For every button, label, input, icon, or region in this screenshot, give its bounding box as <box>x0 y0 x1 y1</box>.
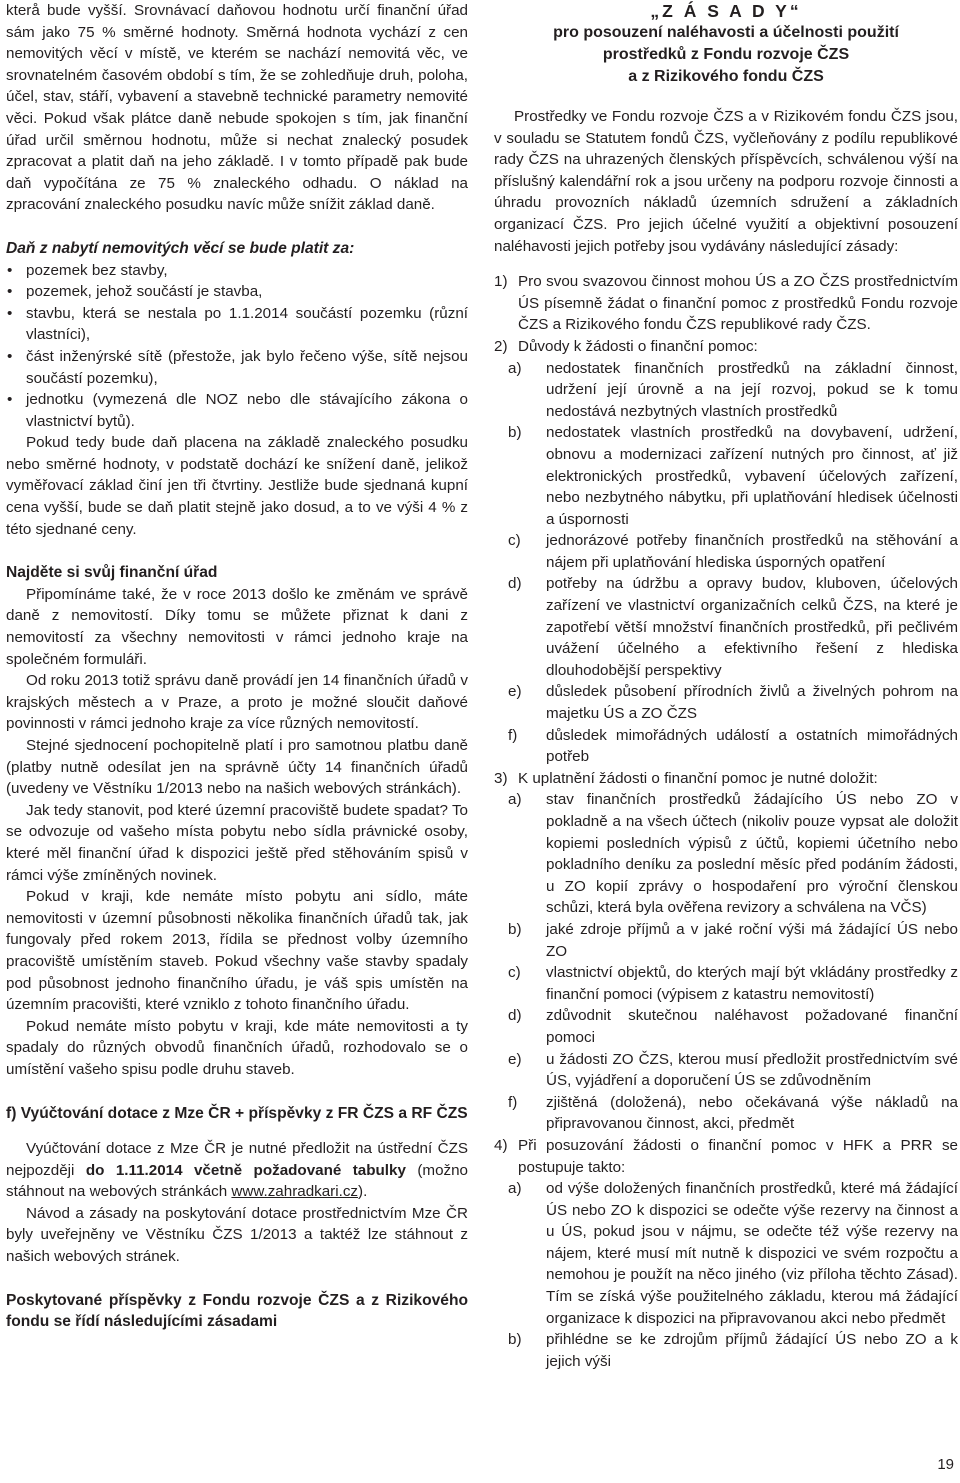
office-heading: Najděte si svůj finanční úřad <box>6 564 218 582</box>
list-item: • jednotku (vymezená dle NOZ nebo dle stávajícího zákona o vlastnictví bytů). <box>6 389 468 432</box>
subitem-text: přihlédne se ke zdrojům příjmů žádající ÚS nebo ZO a k jejich výši <box>546 1331 958 1370</box>
subitem-text: důsledek působení přírodních živlů a živelných pohrom na majetku ÚS a ZO ČZS <box>546 683 958 723</box>
zahradkari-link[interactable]: www.zahradkari.cz <box>231 1183 359 1201</box>
subitem-letter: b) <box>508 1331 522 1349</box>
subitem-text: jaké zdroje příjmů a v jaké roční výši má žádající ÚS nebo ZO <box>546 920 958 960</box>
subitem-letter: d) <box>508 1007 522 1025</box>
office-paragraph: Od roku 2013 totiž správu daně provádí jen 14 finančních úřadů v krajských městech a v Praze, a proto je možné sloučit daňové povinnosti v rámci jednoho kraje za více různých nemovitostí. <box>6 672 468 733</box>
list-item: • pozemek, jehož součástí je stavba, <box>6 281 468 303</box>
rule-number: 1) <box>494 273 508 291</box>
subitem-text: nedostatek finančních prostředků na základní činnost, udržení její úrovně a na její rozvoj, pokud se k tomu nedostává nezbytných vlastních prostředků <box>546 359 958 420</box>
rule-item <box>494 336 958 358</box>
subitem-text: u žádosti ZO ČZS, kterou musí předložit prostřednictvím své ÚS, vyjádření a doporučení ÚS se zdůvodněním <box>546 1050 958 1090</box>
subsidy-heading: f) Vyúčtování dotace z Mze ČR + příspěvky z FR ČZS a RF ČZS <box>6 1104 468 1122</box>
rule-number: 2) <box>494 337 508 355</box>
rule-number: 4) <box>494 1136 508 1154</box>
rule-subitem <box>494 962 958 1005</box>
rules-intro: Prostředky ve Fondu rozvoje ČZS a v Rizikovém fondu ČZS jsou, v souladu se Statutem fondů ČZS, vyčleňovány z podílu republikové rady ČZS na uhrazených členských příspěvcích, schválenou výší na příslušný kalendářní rok a jsou určeny na podporu rozvoje činnosti a úhradu provozních nákladů územních sdružení a základních organizací ČZS. Pro jejich účelné využití a objektivní posouzení naléhavosti jejich potřeby jsou vydávány následující zásady: <box>494 108 958 255</box>
left-column <box>6 0 468 1333</box>
funds-heading: Poskytované příspěvky z Fondu rozvoje ČZS a z Rizikového fondu se řídí následujícími zásadami <box>6 1291 468 1331</box>
subitem-letter: f) <box>508 726 518 744</box>
subitem-letter: b) <box>508 424 522 442</box>
subitem-text: důsledek mimořádných událostí a ostatních mimořádných potřeb <box>546 726 958 766</box>
subitem-letter: b) <box>508 920 522 938</box>
rules-title: „Z Á S A D Y“ pro posouzení naléhavosti a účelnosti použití prostředků z Fondu rozvoje ČZS a z Rizikového fondu ČZS <box>553 1 899 85</box>
subitem-letter: f) <box>508 1093 518 1111</box>
office-paragraph: Pokud nemáte místo pobytu v kraji, kde máte nemovitosti a ty spadaly do různých obvodů finančních úřadů, rozhodovalo se o umístění vašeho spisu podle druhu staveb. <box>6 1017 468 1078</box>
tax-heading: Daň z nabytí nemovitých věcí se bude platit za: <box>6 239 355 257</box>
tax-paragraph: Pokud tedy bude daň placena na základě znaleckého posudku nebo směrné hodnoty, v podstatě dochází ke snížení daně, jelikož vyměřovací základ činí jen tři čtvrtiny. Jestliže bude sjednaná kupní cena vyšší, bude se daň platit stejně jako dosud, a to ve výši 4 % z této sjednané ceny. <box>6 434 468 538</box>
office-paragraph: Připomínáme také, že v roce 2013 došlo ke změnám ve správě daně z nemovitostí. Díky tomu se můžete přiznat k dani z nemovitostí za všechny nemovitosti v rámci jednoho kraje na společném formuláři. <box>6 585 468 668</box>
subitem-text: stav finančních prostředků žádajícího ÚS nebo ZO v pokladně a na všech účtech (nikoliv pouze vypsat ale doložit kopiemi posledních výpisů z účtů, kopiemi účetního nebo pokladního deníku za poslední měsíc před podáním žádosti, u ZO kopií zprávy o hospodaření pro výroční členskou schůzi, která byla ověřena revizory a schválena na VČS) <box>546 791 958 917</box>
intro-paragraph: kterå bude vyšší. Srovnávací daňovou hodnotu určí finanční úřad sám jako 75 % směrné hodnoty. Směrná hodnota vychází z cen nemovitých věcí v místě, ve kterém se nachází nemovitá věc, ve srovnatelném časovém období s tím, že se zohledňuje druh, poloha, účel, stav, stáří, vybavení a stavebně technické parametry nemovité věci. Pokud však plátce daně nebude spokojen s tím, jak finanční úřad určil směrnou hodnotu, může si nechat znalecký posudek zpracovat a platit daň na jeho základě. I v tomto případě pak bude daň vypočítána ze 75 % znaleckého odhadu. O náklad na zpracování znaleckého posudku navíc může snížit základ daně. <box>6 2 468 214</box>
rules-list <box>494 271 958 1372</box>
list-item: • část inženýrské sítě (přestože, jak bylo řečeno výše, sítě nejsou součástí pozemku), <box>6 346 468 389</box>
subitem-text: potřeby na údržbu a opravy budov, kluboven, účelových zařízení ve vlastnictví organizačních celků ČZS, na které je zapotřebí větší množství finančních prostředků, při pečlivém uvážení účelného a efektivního řešení z hlediska dlouhodobější perspektivy <box>546 575 958 679</box>
rule-text: Důvody k žádosti o finanční pomoc: <box>518 337 758 355</box>
office-paragraph: Pokud v kraji, kde nemáte místo pobytu ani sídlo, máte nemovitosti v územní působnosti několika finančních úřadů tak, jak fungovaly před rokem 2013, řídila se přednost volby územního pracoviště umístěním staveb. Pokud všechny vaše stavby spadaly pod působnost jednoho finančního úřadu, je váš spis umístěn na územním pracovišti, které vzniklo z tohoto finančního úřadu. <box>6 888 468 1014</box>
subitem-letter: a) <box>508 791 522 809</box>
subitem-letter: e) <box>508 683 522 701</box>
rule-text: K uplatnění žádosti o finanční pomoc je nutné doložit: <box>518 769 878 787</box>
rule-subitem <box>494 789 958 919</box>
rule-text: Při posuzování žádosti o finanční pomoc v HFK a PRR se postupuje takto: <box>518 1136 958 1176</box>
list-item: • pozemek bez stavby, <box>6 260 468 282</box>
rule-subitem <box>494 725 958 768</box>
subitem-letter: a) <box>508 1180 522 1198</box>
subitem-text: od výše doložených finančních prostředků, které má žádající ÚS nebo ZO k dispozici se odečte výše rezervy na činnost a u ÚS, pokud jsou v nájmu, se odečte též výše rezervy na nájem, které musí mít nutně k dispozici ve svém rozpočtu a nemohou je použít na něco jiného (viz příloha těchto Zásad). Tím se získá výše použitelného základu, kterou má žádající organizace k dispozici na připravovanou akci nebo předmět <box>546 1180 958 1327</box>
subitem-letter: c) <box>508 532 521 550</box>
subitem-text: vlastnictví objektů, do kterých mají být vkládány prostředky z finanční pomoci (výpisem z katastru nemovitostí) <box>546 964 958 1003</box>
rule-text: Pro svou svazovou činnost mohou ÚS a ZO ČZS prostřednictvím ÚS písemně žádat o finanční pomoc z prostředků Fondu rozvoje ČZS a Rizikového fondu ČZS republikové rady ČZS. <box>518 273 958 334</box>
subitem-text: zdůvodnit skutečnou naléhavost požadované finanční pomoci <box>546 1007 958 1046</box>
rule-subitem <box>494 422 958 530</box>
rule-subitem <box>494 1049 958 1092</box>
rule-subitem <box>494 358 958 423</box>
rule-subitem <box>494 573 958 681</box>
office-paragraph: Stejné sjednocení pochopitelně platí i pro samotnou platbu daně (platby nutně odesílat jen na správně účty 14 finančních úřadů (uvedeny ve Věstníku 1/2013 nebo na našich webových stránkách). <box>6 737 468 798</box>
list-item: • stavbu, která se nestala po 1.1.2014 součástí pozemku (různí vlastníci), <box>6 303 468 346</box>
subitem-letter: c) <box>508 964 521 982</box>
rule-subitem <box>494 1005 958 1048</box>
rule-subitem <box>494 1178 958 1329</box>
office-paragraph: Jak tedy stanovit, pod které územní pracoviště budete spadat? To se odvozuje od vašeho místa pobytu nebo sídla právnické osoby, které měl finanční úřad k dispozici ještě před stěhováním spisů v rámci výše zmíněných novinek. <box>6 801 468 884</box>
subitem-letter: d) <box>508 575 522 593</box>
rule-number: 3) <box>494 769 508 787</box>
rule-subitem <box>494 530 958 573</box>
rule-item <box>494 271 958 336</box>
subitem-text: nedostatek vlastních prostředků na dovybavení, udržení, obnovu a modernizaci zařízení nutných pro činnost, ať již elektronických prostředků, vybavení účelových zařízení, nebo nezbytného nábytku, při uplatňování hledisek účelnosti a úspornosti <box>546 424 958 528</box>
subitem-text: zjištěná (doložená), nebo očekávaná výše nákladů na připravovanou činnost, akci, předmět <box>546 1093 958 1133</box>
tax-bullet-list <box>6 260 468 433</box>
subitem-letter: e) <box>508 1050 522 1068</box>
subitem-letter: a) <box>508 359 522 377</box>
subsidy-paragraph: Vyúčtování dotace z Mze ČR je nutné předložit na ústřední ČZS nejpozději do 1.11.2014 včetně požadované tabulky (možno stáhnout na webových stránkách www.zahradkari.cz). <box>6 1140 468 1201</box>
page-number: 19 <box>937 1456 954 1473</box>
rule-item <box>494 768 958 790</box>
subsidy-paragraph-2: Návod a zásady na poskytování dotace prostřednictvím Mze ČR byly uveřejněny ve Věstníku ČZS 1/2013 a taktéž lze stáhnout z našich webových stránek. <box>6 1204 468 1266</box>
rule-subitem <box>494 1329 958 1372</box>
rule-subitem <box>494 919 958 962</box>
rule-item <box>494 1135 958 1178</box>
subitem-text: jednorázové potřeby finančních prostředků na stěhování a nájem při uplatňování hlediska úsporných opatření <box>546 532 958 571</box>
rule-subitem <box>494 1092 958 1135</box>
right-column <box>494 0 958 1372</box>
rule-subitem <box>494 681 958 724</box>
